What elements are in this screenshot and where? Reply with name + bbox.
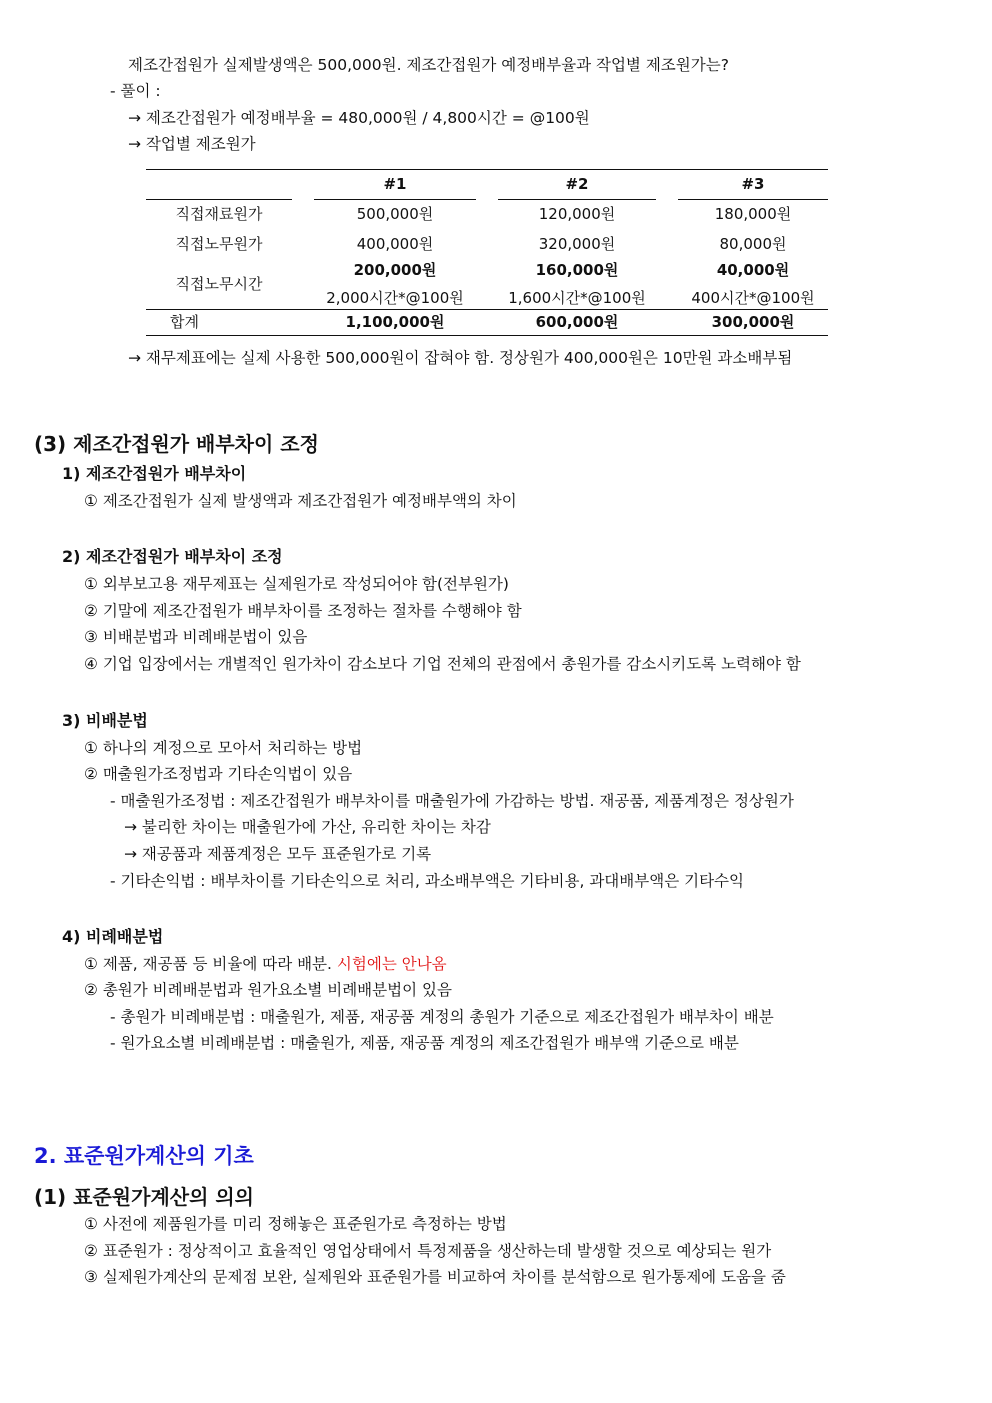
header-job-1: #1 [383,175,407,193]
rate-calc: → 제조간접원가 예정배부율 = 480,000원 / 4,800시간 = @100원 [128,109,590,127]
list-item: - 기타손익법 : 배부차이를 기타손익으로 처리, 과소배부액은 기타비용, 과대배부액은 기타수익 [110,872,744,890]
table-cell: 120,000원 [538,205,616,223]
list-item: ② 총원가 비례배분법과 원가요소별 비례배분법이 있음 [84,981,452,999]
header-rule [498,199,656,200]
header-job-3: #3 [741,175,765,193]
table-cell-sub: 1,600시간*@100원 [508,289,646,307]
table-cell: 200,000원 [353,261,437,279]
header-job-2: #2 [565,175,589,193]
table-cell-total: 1,100,000원 [345,313,445,331]
list-item: - 원가요소별 비례배분법 : 매출원가, 제품, 재공품 계정의 제조간접원가 배부액 기준으로 배분 [110,1034,739,1052]
after-table-note: → 재무제표에는 실제 사용한 500,000원이 잡혀야 함. 정상원가 400,000원은 10만원 과소배부됨 [128,349,793,367]
row-label-direct-labor: 직접노무원가 [175,235,263,253]
table-cell-sub: 2,000시간*@100원 [326,289,464,307]
row-label-total: 합계 [170,313,199,331]
list-item: ② 기말에 제조간접원가 배부차이를 조정하는 절차를 수행해야 함 [84,602,522,620]
list-item [84,953,447,975]
table-cell: 160,000원 [535,261,619,279]
list-item: - 매출원가조정법 : 제조간접원가 배부차이를 매출원가에 가감하는 방법. 재공품, 제품계정은 정상원가 [110,792,794,810]
list-item: - 총원가 비례배분법 : 매출원가, 제품, 재공품 계정의 총원가 기준으로 제조간접원가 배부차이 배분 [110,1008,774,1026]
subsection-title: 2) 제조간접원가 배부차이 조정 [62,547,283,566]
list-item: → 재공품과 제품계정은 모두 표준원가로 기록 [124,845,432,863]
header-rule [678,199,828,200]
table-cell-total: 600,000원 [535,313,619,331]
cost-by-job-label: → 작업별 제조원가 [128,135,256,153]
subsection-title: 1) 제조간접원가 배부차이 [62,464,247,483]
header-rule [314,199,476,200]
table-bottom-rule [146,335,828,336]
list-item: → 불리한 차이는 매출원가에 가산, 유리한 차이는 차감 [124,818,491,836]
total-top-rule [146,309,828,310]
row-label-direct-labor-hours: 직접노무시간 [175,275,263,293]
section-title: (1) 표준원가계산의 의의 [34,1185,255,1209]
list-item: ③ 비배분법과 비례배분법이 있음 [84,628,308,646]
list-item: ② 표준원가 : 정상적이고 효율적인 영업상태에서 특정제품을 생산하는데 발생할 것으로 예상되는 원가 [84,1242,772,1260]
subsection-title: 3) 비배분법 [62,711,148,730]
list-item: ① 사전에 제품원가를 미리 정해놓은 표준원가로 측정하는 방법 [84,1215,507,1233]
list-item-text: ① 제품, 재공품 등 비율에 따라 배분. [84,955,332,973]
list-item: ③ 실제원가계산의 문제점 보완, 실제원와 표준원가를 비교하여 차이를 분석함으로 원가통제에 도움을 줌 [84,1268,786,1286]
solution-label: - 풀이 : [110,82,161,100]
table-cell: 500,000원 [356,205,434,223]
table-cell: 40,000원 [716,261,790,279]
table-cell-total: 300,000원 [711,313,795,331]
list-item: ① 제조간접원가 실제 발생액과 제조간접원가 예정배부액의 차이 [84,492,517,510]
table-cell: 180,000원 [714,205,792,223]
table-cell: 400,000원 [356,235,434,253]
chapter-title: 2. 표준원가계산의 기초 [34,1144,254,1168]
exam-note: 시험에는 안나옴 [336,955,447,973]
table-cell-sub: 400시간*@100원 [691,289,815,307]
section-title: (3) 제조간접원가 배부차이 조정 [34,432,319,456]
list-item: ④ 기업 입장에서는 개별적인 원가차이 감소보다 기업 전체의 관점에서 총원가를 감소시키도록 노력해야 함 [84,655,801,673]
table-cell: 320,000원 [538,235,616,253]
subsection-title: 4) 비례배분법 [62,927,164,946]
intro-question: 제조간접원가 실제발생액은 500,000원. 제조간접원가 예정배부율과 작업별 제조원가는? [128,56,729,74]
table-top-rule [146,169,828,170]
table-cell: 80,000원 [719,235,787,253]
row-label-direct-material: 직접재료원가 [175,205,263,223]
list-item: ① 외부보고용 재무제표는 실제원가로 작성되어야 함(전부원가) [84,575,509,593]
list-item: ② 매출원가조정법과 기타손익법이 있음 [84,765,353,783]
list-item: ① 하나의 계정으로 모아서 처리하는 방법 [84,739,363,757]
header-rule [146,199,292,200]
